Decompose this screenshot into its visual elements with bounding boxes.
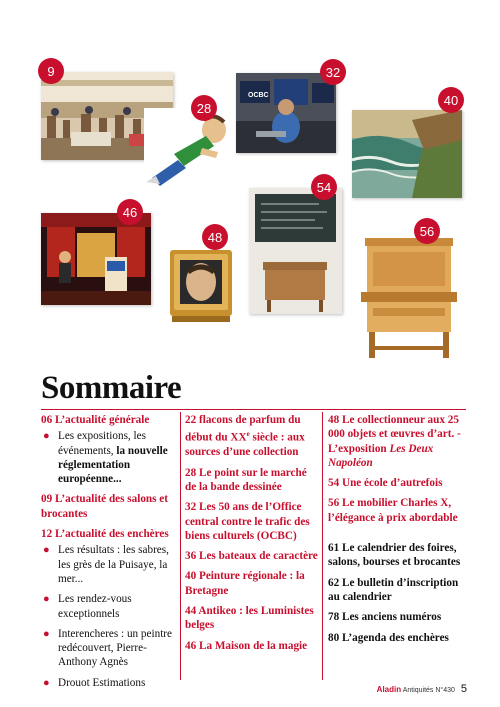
page-number: 5: [460, 683, 467, 695]
ocbc-screen-text: OCBC: [248, 92, 269, 99]
badge-54: 54: [311, 174, 337, 200]
title-rule: [41, 409, 466, 410]
toc-column-2: [185, 413, 318, 659]
toc-bullet-text: Drouot Estimations: [58, 676, 146, 689]
bullet-icon: ●: [43, 627, 50, 640]
toc-bullet-text: Interencheres : un peintre redécouvert, Pierre-Anthony Agnès: [58, 627, 172, 669]
ocbc-office-photo: [236, 73, 336, 153]
toc-column-3: [328, 413, 468, 651]
footer-brand: Aladin: [376, 685, 402, 694]
charles-x-furniture-image: [355, 234, 463, 362]
toc-bullet-text: Les résultats : les sabres, les grès de la Puisaye, la mer...: [58, 544, 169, 585]
toc-entry-56[interactable]: 56 Le mobilier Charles X, l’élégance à prix abordable: [328, 497, 458, 524]
toc-entry-61[interactable]: 61 Le calendrier des foires, salons, bourses et brocantes: [328, 542, 461, 569]
seascape-painting: [352, 110, 462, 198]
bullet-icon: ●: [43, 593, 50, 606]
toc-bullet: [41, 543, 181, 586]
toc-entry-44[interactable]: 44 Antikeo : les Luministes belges: [185, 605, 314, 632]
badge-28: 28: [191, 95, 217, 121]
page-title: Sommaire: [41, 370, 182, 406]
toc-entry-46[interactable]: 46 La Maison de la magie: [185, 639, 308, 652]
toc-bullet: [41, 627, 181, 670]
badge-46: 46: [117, 199, 143, 225]
seascape-image: [352, 110, 462, 198]
bullet-icon: ●: [43, 544, 50, 557]
theatre-photo: [41, 213, 151, 305]
page-footer: [377, 683, 467, 695]
school-desk-image: [249, 188, 342, 314]
toc-entry-09[interactable]: [41, 492, 181, 521]
toc-entry-32[interactable]: 32 Les 50 ans de l’Office central contre le trafic des biens culturels (OCBC): [185, 501, 310, 542]
badge-56: 56: [414, 218, 440, 244]
toc-entry-12-heading: 12 L’actualité des enchères: [41, 528, 169, 541]
badge-40: 40: [438, 87, 464, 113]
badge-9: 9: [38, 58, 64, 84]
footer-issue: Antiquités N°430: [402, 687, 455, 694]
toc-bullet: [41, 592, 181, 621]
charles-x-furniture-photo: [355, 234, 463, 362]
toc-entry-80[interactable]: 80 L’agenda des enchères: [328, 631, 449, 644]
bullet-icon: ●: [43, 676, 50, 689]
toc-entry-62[interactable]: 62 Le bulletin d’inscription au calendrier: [328, 576, 459, 603]
bullet-icon: ●: [43, 430, 50, 443]
napoleon-box-image: [166, 246, 236, 324]
toc-entry-48[interactable]: 48 Le collectionneur aux 25 000 objets et œuvres d’art. - L’exposition Les Deux Napoléon: [328, 414, 461, 469]
column-divider: [322, 412, 323, 680]
toc-entry-78[interactable]: 78 Les anciens numéros: [328, 611, 442, 624]
theatre-image: [41, 213, 151, 305]
toc-entry-22[interactable]: 22 flacons de parfum du début du XXe siècle : aux sources d’une collection: [185, 414, 305, 459]
toc-entry-28[interactable]: 28 Le point sur le marché de la bande dessinée: [185, 466, 307, 493]
toc-entry-40[interactable]: 40 Peinture régionale : la Bretagne: [185, 570, 305, 597]
badge-48: 48: [202, 224, 228, 250]
toc-entry-12[interactable]: [41, 527, 181, 690]
column-divider: [180, 412, 181, 680]
toc-entry-36[interactable]: 36 Les bateaux de caractère: [185, 550, 318, 563]
toc-bullet-text: Les expositions, les événements, la nouvelle réglementation européenne...: [58, 430, 168, 486]
figurine-image: [144, 108, 234, 190]
toc-entry-06[interactable]: [41, 413, 181, 486]
toc-bullet-text: Les rendez-vous exceptionnels: [58, 593, 132, 620]
badge-32: 32: [320, 59, 346, 85]
toc-column-1: [41, 413, 181, 696]
toc-bullet: [41, 429, 181, 486]
figurine-photo: [144, 108, 234, 190]
toc-entry-54[interactable]: 54 Une école d’autrefois: [328, 477, 443, 490]
napoleon-box-photo: [166, 246, 236, 324]
toc-entry-09-heading: 09 L’actualité des salons et brocantes: [41, 493, 168, 520]
ocbc-office-image: [236, 73, 336, 153]
toc-entry-06-heading: 06 L’actualité générale: [41, 414, 150, 426]
toc-bullet: [41, 676, 181, 690]
school-desk-photo: [249, 188, 342, 314]
